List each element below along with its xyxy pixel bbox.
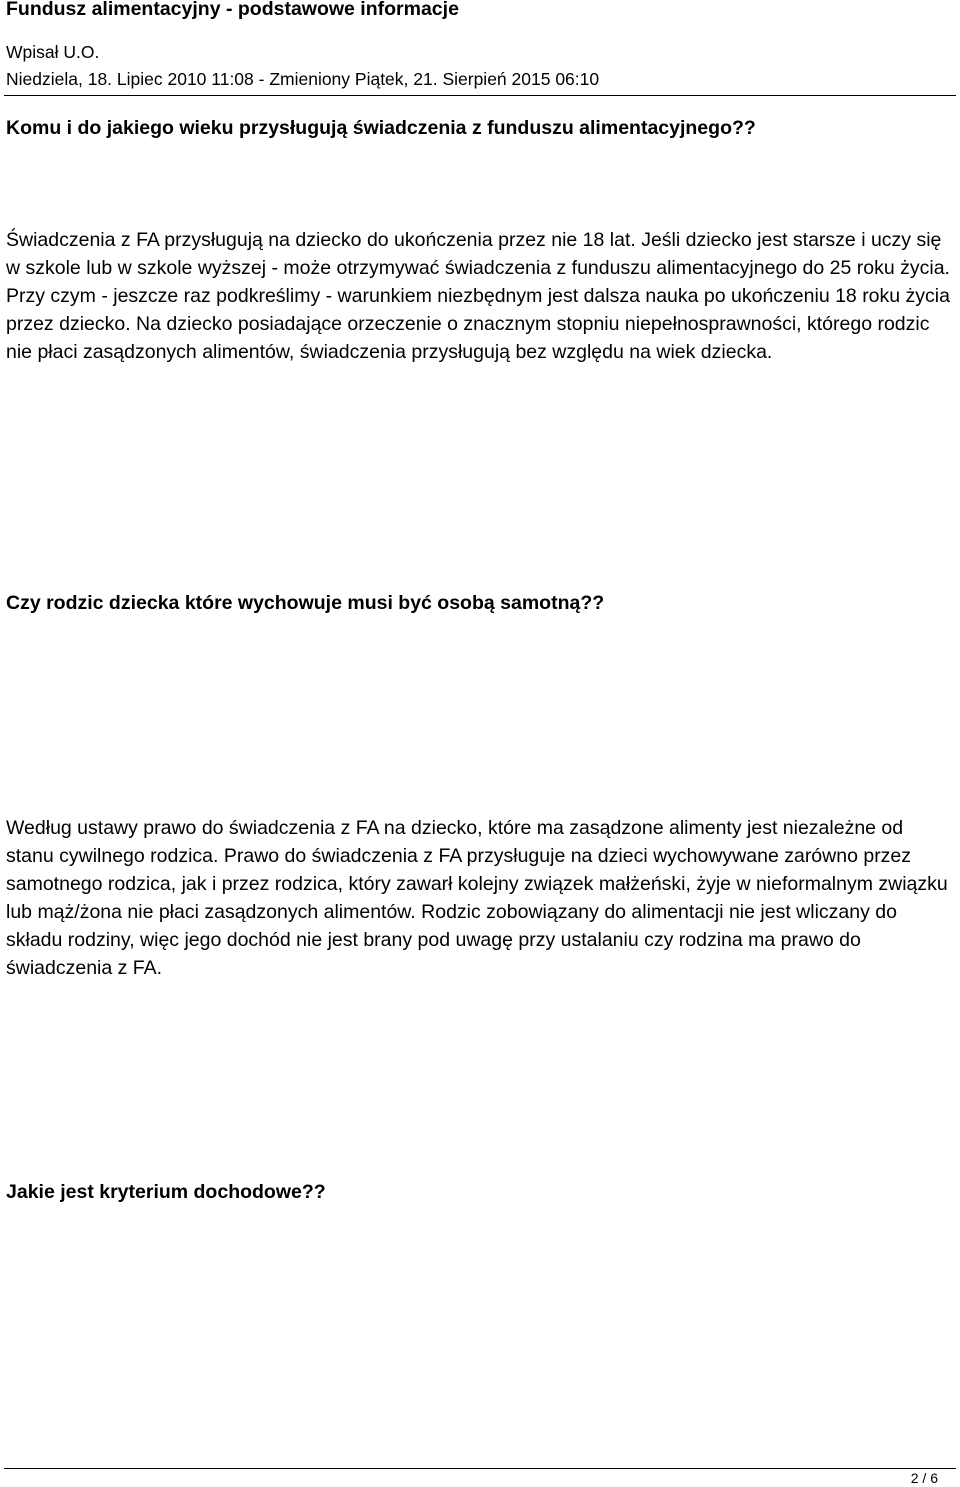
document-title: Fundusz alimentacyjny - podstawowe informacje [6,0,459,20]
section-paragraph: Świadczenia z FA przysługują na dziecko do ukończenia przez nie 18 lat. Jeśli dziecko jest starsze i uczy się w szkole lub w szkole wyższej - może otrzymywać świadczenia z funduszu alimentacyjnego do 25 roku życia. Przy czym - jeszcze raz podkreślimy - warunkiem niezbędnym jest dalsza nauka po ukończeniu 18 roku życia przez dziecko. Na dziecko posiadające orzeczenie o znacznym stopniu niepełnosprawności, którego rodzic nie płaci zasądzonych alimentów, świadczenia przysługują bez względu na wiek dziecka. [6,229,950,363]
author-line: Wpisał U.O. [6,42,100,62]
page-number: 2 / 6 [910,1470,938,1486]
date-line: Niedziela, 18. Lipiec 2010 11:08 - Zmieniony Piątek, 21. Sierpień 2015 06:10 [6,69,600,89]
header-divider [4,95,956,96]
section-heading: Jakie jest kryterium dochodowe?? [6,1181,326,1203]
section-heading: Czy rodzic dziecka które wychowuje musi być osobą samotną?? [6,592,605,614]
section-paragraph: Według ustawy prawo do świadczenia z FA na dziecko, które ma zasądzone alimenty jest niezależne od stanu cywilnego rodzica. Prawo do świadczenia z FA przysługuje na dzieci wychowywane zarówno przez samotnego rodzica, jak i przez rodzica, który zawarł kolejny związek małżeński, żyje w nieformalnym związku lub mąż/żona nie płaci zasądzonych alimentów. Rodzic zobowiązany do alimentacji nie jest wliczany do składu rodziny, więc jego dochód nie jest brany pod uwagę przy ustalaniu czy rodzina ma prawo do świadczenia z FA. [6,817,948,979]
footer-divider [4,1468,956,1469]
section-heading: Komu i do jakiego wieku przysługują świadczenia z funduszu alimentacyjnego?? [6,117,756,139]
